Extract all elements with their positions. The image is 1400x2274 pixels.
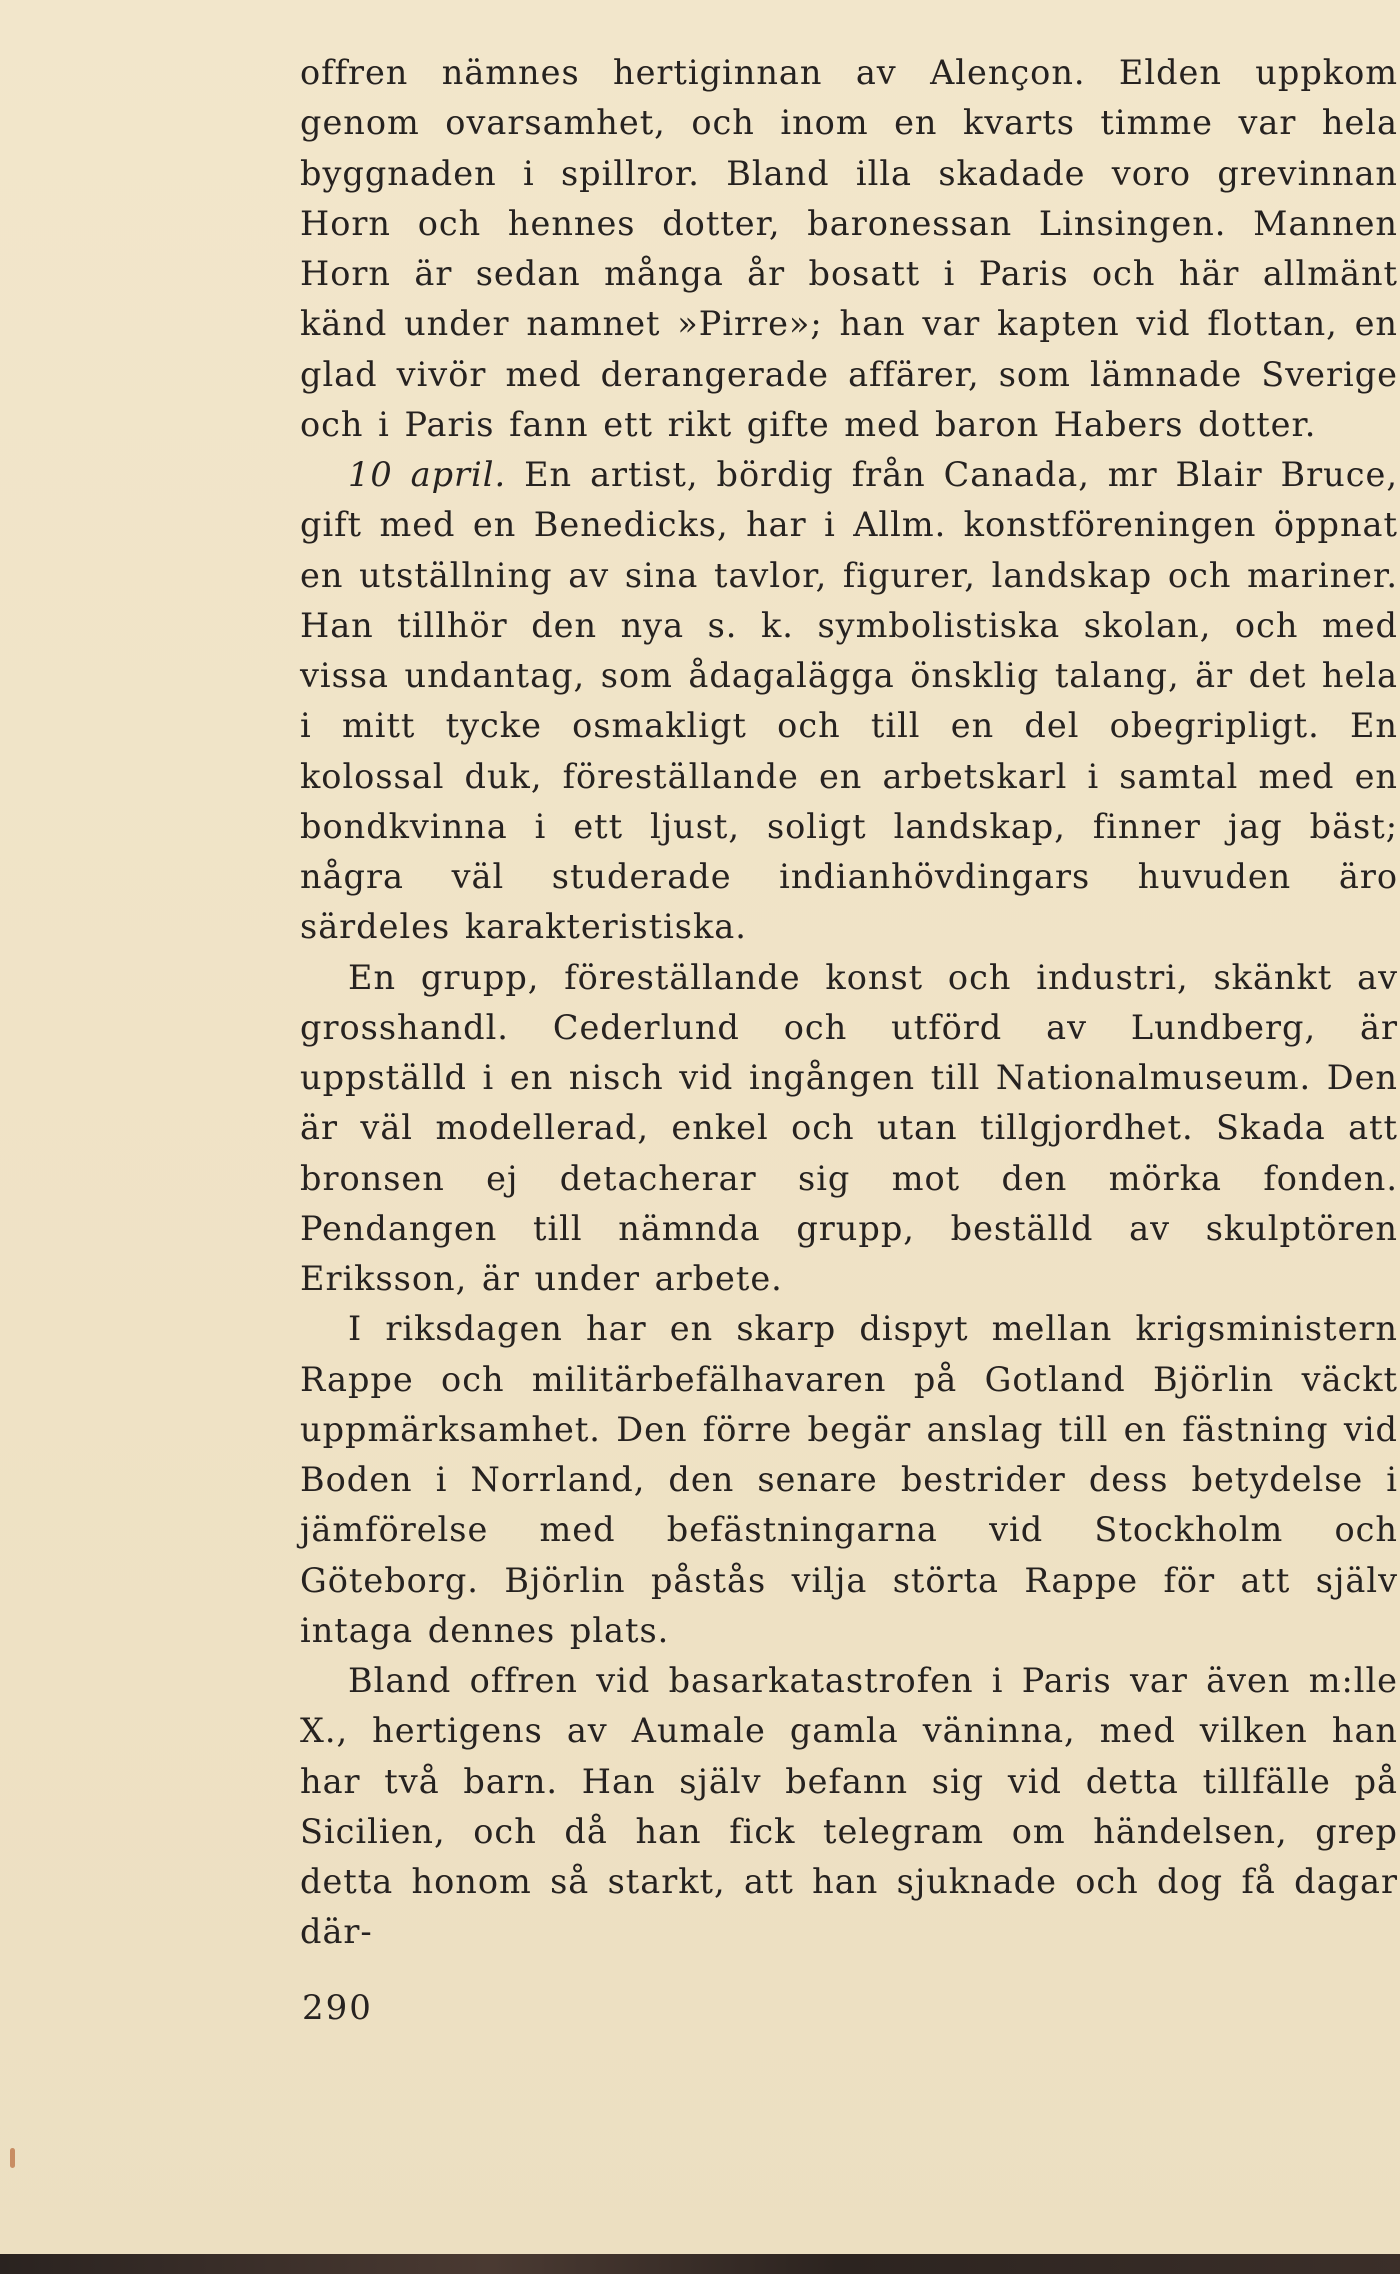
paragraph-2-text: En artist, bördig från Canada, mr Blair Bruce, gift med en Benedicks, har i Allm. konstföreningen öppnat en utställning av sina tavlor, figurer, landskap och mariner. Han tillhör den nya s. k. symbolistiska skolan, och med vissa undantag, som ådagalägga önsklig talang, är det hela i mitt tycke osmakligt och till en del obegripligt. En kolossal duk, föreställande en arbetskarl i samtal med en bondkvinna i ett ljust, soligt landskap, finner jag bäst; några väl studerade indianhövdingars huvuden äro särdeles karakteristiska. <box>300 455 1398 947</box>
paragraph-3-text: En grupp, föreställande konst och industri, skänkt av grosshandl. Cederlund och utförd av Lundberg, är uppställd i en nisch vid ingången till Nationalmuseum. Den är väl modellerad, enkel och utan tillgjordhet. Skada att bronsen ej detacherar sig mot den mörka fonden. Pendangen till nämnda grupp, beställd av skulptören Eriksson, är under arbete. <box>300 957 1398 1298</box>
paragraph-1-text: offren nämnes hertiginnan av Alençon. Elden uppkom genom ovarsamhet, och inom en kvarts timme var hela byggnaden i spillror. Bland illa skadade voro grevinnan Horn och hennes dotter, baronessan Linsingen. Mannen Horn är sedan många år bosatt i Paris och här allmänt känd under namnet »Pirre»; han var kapten vid flottan, en glad vivör med derangerade affärer, som lämnade Sverige och i Paris fann ett rikt gifte med baron Habers dotter. <box>300 53 1398 444</box>
page-number: 290 <box>302 1988 373 2028</box>
body-text <box>300 48 1398 1958</box>
paragraph-5-text: Bland offren vid basarkatastrofen i Paris var även m:lle X., hertigens av Aumale gamla väninna, med vilken han har två barn. Han själv befann sig vid detta tillfälle på Sicilien, och då han fick telegram om händelsen, grep detta honom så starkt, att han sjuknade och dog få dagar där- <box>300 1661 1398 1952</box>
entry-date: 10 april. <box>348 455 507 494</box>
paragraph-4 <box>300 1304 1398 1656</box>
page-bottom-edge <box>0 2254 1400 2274</box>
paragraph-4-text: I riksdagen har en skarp dispyt mellan krigsministern Rappe och militärbefälhavaren på Gotland Björlin väckt uppmärksamhet. Den förre begär anslag till en fästning vid Boden i Norrland, den senare bestrider dess betydelse i jämförelse med befästningarna vid Stockholm och Göteborg. Björlin påstås vilja störta Rappe för att själv intaga dennes plats. <box>300 1309 1398 1650</box>
paragraph-3 <box>300 953 1398 1305</box>
paragraph-1 <box>300 48 1398 450</box>
paper-speck <box>10 2148 15 2168</box>
paragraph-2 <box>300 450 1398 953</box>
paragraph-5 <box>300 1656 1398 1958</box>
